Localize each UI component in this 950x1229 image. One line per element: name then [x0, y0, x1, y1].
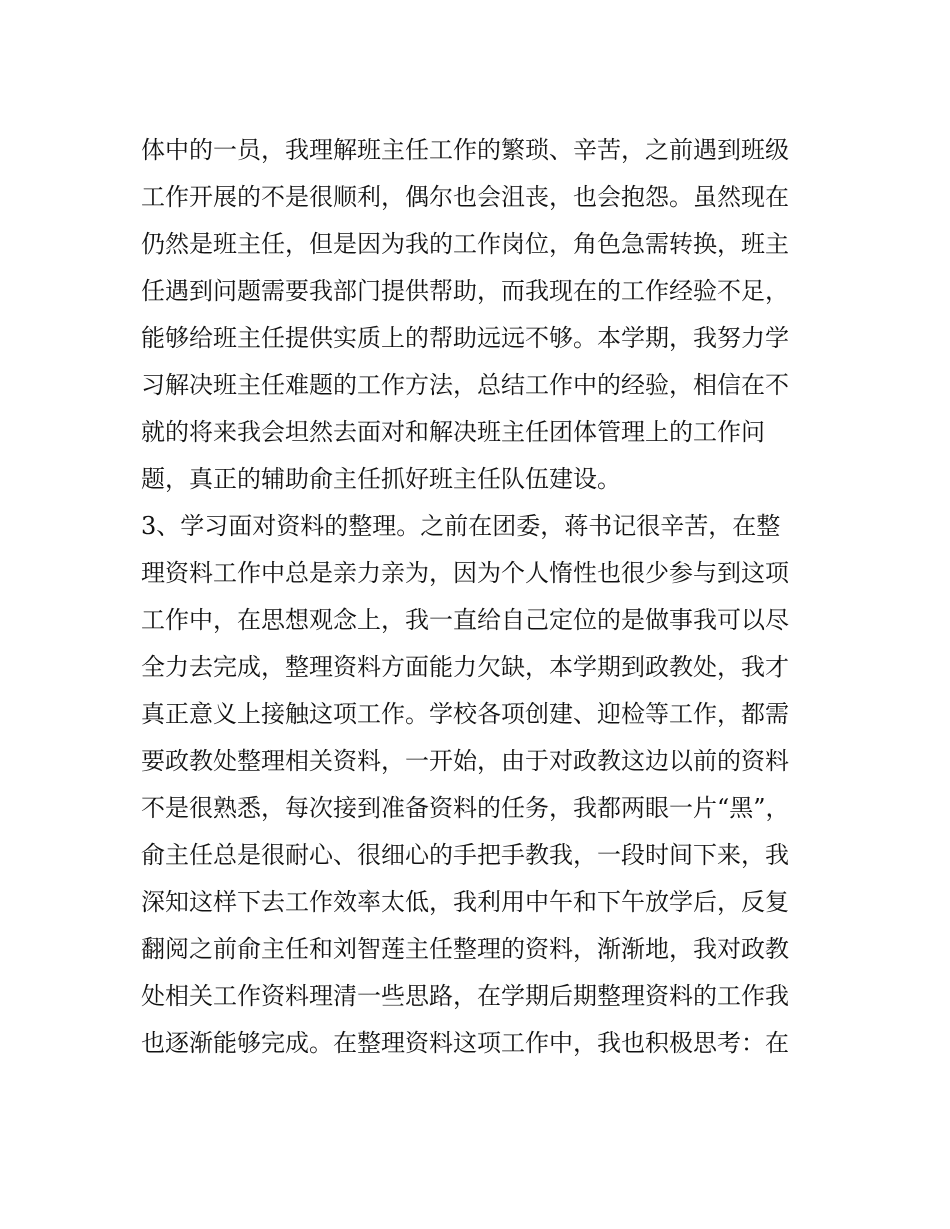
text-line-16: 俞主任总是很耐心、很细心的手把手教我，一段时间下来，我 [141, 841, 789, 869]
text-line-2: 工作开展的不是很顺利，偶尔也会沮丧，也会抱怨。虽然现在 [141, 183, 789, 211]
text-line-1: 体中的一员，我理解班主任工作的繁琐、辛苦，之前遇到班级 [141, 136, 789, 164]
body-text [141, 127, 821, 1067]
text-line-13: 真正意义上接触这项工作。学校各项创建、迎检等工作，都需 [141, 700, 789, 728]
text-line-8: 题，真正的辅助俞主任抓好班主任队伍建设。 [141, 465, 621, 493]
text-line-19: 处相关工作资料理清一些思路，在学期后期整理资料的工作我 [141, 982, 789, 1010]
text-line-7: 就的将来我会坦然去面对和解决班主任团体管理上的工作问 [141, 418, 765, 446]
text-line-6: 习解决班主任难题的工作方法，总结工作中的经验，相信在不 [141, 371, 789, 399]
text-line-18: 翻阅之前俞主任和刘智莲主任整理的资料，渐渐地，我对政教 [141, 935, 789, 963]
text-line-9: 3、学习面对资料的整理。之前在团委，蒋书记很辛苦，在整 [141, 512, 781, 540]
text-line-3: 仍然是班主任，但是因为我的工作岗位，角色急需转换，班主 [141, 230, 789, 258]
text-line-12: 全力去完成，整理资料方面能力欠缺，本学期到政教处，我才 [141, 653, 789, 681]
text-line-4: 任遇到问题需要我部门提供帮助，而我现在的工作经验不足， [141, 277, 789, 305]
text-line-20: 也逐渐能够完成。在整理资料这项工作中，我也积极思考：在 [141, 1029, 789, 1057]
text-line-5: 能够给班主任提供实质上的帮助远远不够。本学期，我努力学 [141, 324, 789, 352]
text-line-15: 不是很熟悉，每次接到准备资料的任务，我都两眼一片“黑”， [141, 794, 790, 822]
text-line-17: 深知这样下去工作效率太低，我利用中午和下午放学后，反复 [141, 888, 789, 916]
text-line-10: 理资料工作中总是亲力亲为，因为个人惰性也很少参与到这项 [141, 559, 789, 587]
text-line-11: 工作中，在思想观念上，我一直给自己定位的是做事我可以尽 [141, 606, 789, 634]
text-line-14: 要政教处整理相关资料，一开始，由于对政教这边以前的资料 [141, 747, 789, 775]
